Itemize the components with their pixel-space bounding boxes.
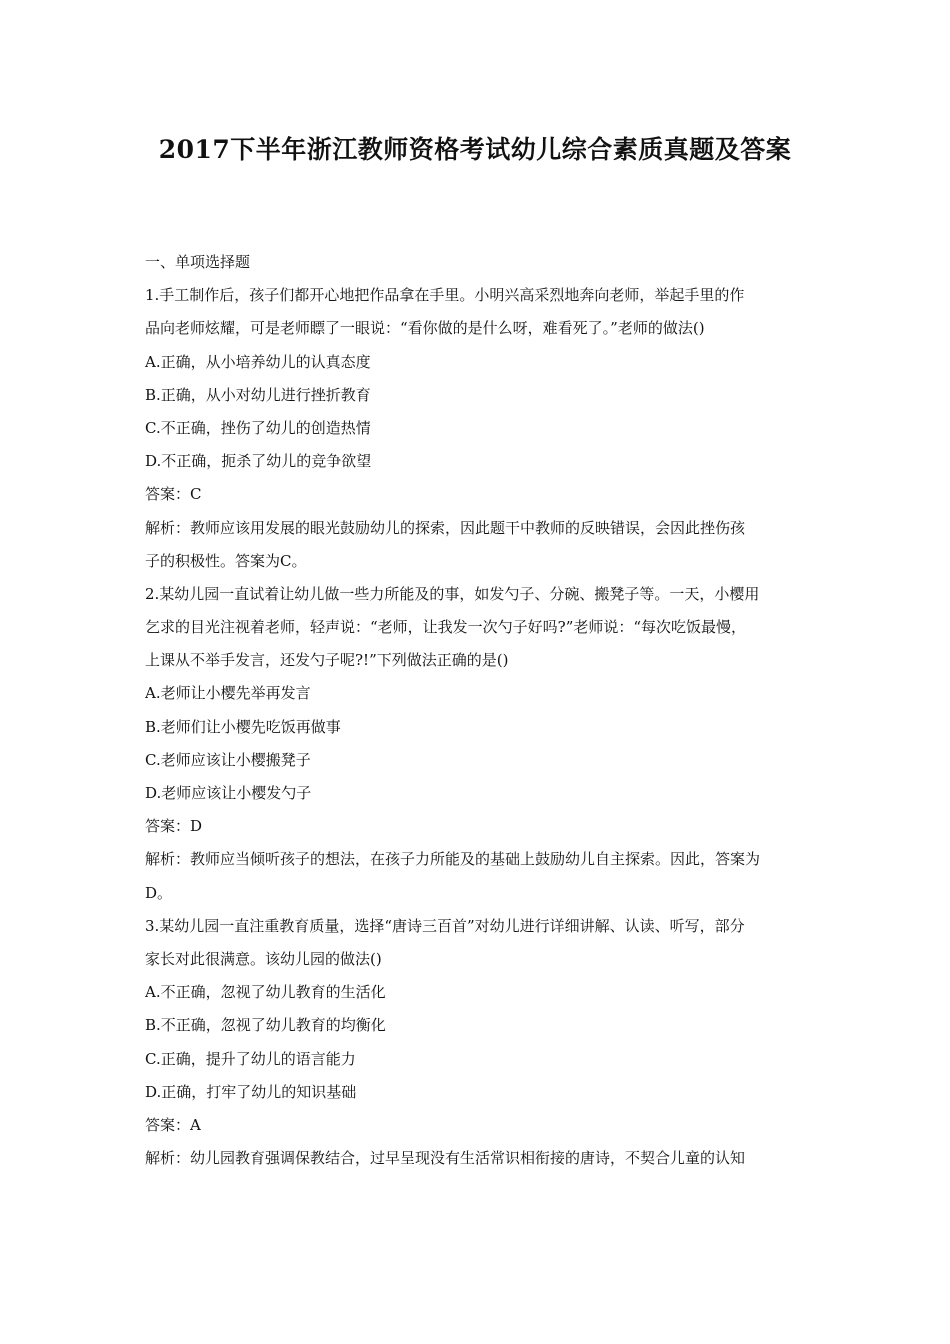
question-3 <box>145 910 813 1176</box>
question-option: D.不正确，扼杀了幼儿的竞争欲望 <box>145 452 372 471</box>
question-stem-line: 家长对此很满意。该幼儿园的做法() <box>145 949 382 968</box>
question-analysis-line: D。 <box>145 883 173 902</box>
question-analysis-line: 解析：教师应该用发展的眼光鼓励幼儿的探索，因此题干中教师的反映错误，会因此挫伤孩 <box>145 518 746 537</box>
question-stem-line: 上课从不举手发言，还发勺子呢?!”下列做法正确的是() <box>145 651 509 670</box>
question-1 <box>145 279 813 578</box>
question-answer: 答案：D <box>145 817 203 836</box>
question-stem-line: 品向老师炫耀，可是老师瞟了一眼说：“看你做的是什么呀，难看死了。”老师的做法() <box>145 319 705 338</box>
question-option: A.正确，从小培养幼儿的认真态度 <box>145 352 371 371</box>
question-option: A.不正确，忽视了幼儿教育的生活化 <box>145 983 386 1002</box>
question-option: D.正确，打牢了幼儿的知识基础 <box>145 1082 357 1101</box>
question-option: B.不正确，忽视了幼儿教育的均衡化 <box>145 1016 386 1035</box>
question-option: B.正确，从小对幼儿进行挫折教育 <box>145 385 371 404</box>
question-option: C.老师应该让小樱搬凳子 <box>145 750 311 769</box>
question-analysis-line: 子的积极性。答案为C。 <box>145 551 307 570</box>
question-option: C.正确，提升了幼儿的语言能力 <box>145 1049 356 1068</box>
question-stem-line: 乞求的目光注视着老师，轻声说：“老师，让我发一次勺子好吗?”老师说：“每次吃饭最慢， <box>145 618 747 637</box>
question-answer: 答案：A <box>145 1115 201 1134</box>
question-analysis-line: 解析：教师应当倾听孩子的想法，在孩子力所能及的基础上鼓励幼儿自主探索。因此，答案为 <box>145 850 761 869</box>
document-body <box>145 246 813 1175</box>
question-analysis-line: 解析：幼儿园教育强调保教结合，过早呈现没有生活常识相衔接的唐诗，不契合儿童的认知 <box>145 1149 746 1168</box>
question-option: C.不正确，挫伤了幼儿的创造热情 <box>145 418 371 437</box>
document-title: 2017下半年浙江教师资格考试幼儿综合素质真题及答案 <box>158 135 792 164</box>
question-option: D.老师应该让小樱发勺子 <box>145 784 312 802</box>
question-stem-line: 3.某幼儿园一直注重教育质量，选择“唐诗三百首”对幼儿进行详细讲解、认读、听写，部分 <box>145 916 745 935</box>
question-option: B.老师们让小樱先吃饭再做事 <box>145 717 341 736</box>
question-option: A.老师让小樱先举再发言 <box>145 684 311 703</box>
question-answer: 答案：C <box>145 485 202 504</box>
question-stem-line: 2.某幼儿园一直试着让幼儿做一些力所能及的事，如发勺子、分碗、搬凳子等。一天，小樱用 <box>145 584 760 603</box>
question-2 <box>145 578 813 910</box>
question-stem-line: 1.手工制作后，孩子们都开心地把作品拿在手里。小明兴高采烈地奔向老师，举起手里的作 <box>145 286 745 305</box>
section-heading: 一、单项选择题 <box>145 253 251 271</box>
